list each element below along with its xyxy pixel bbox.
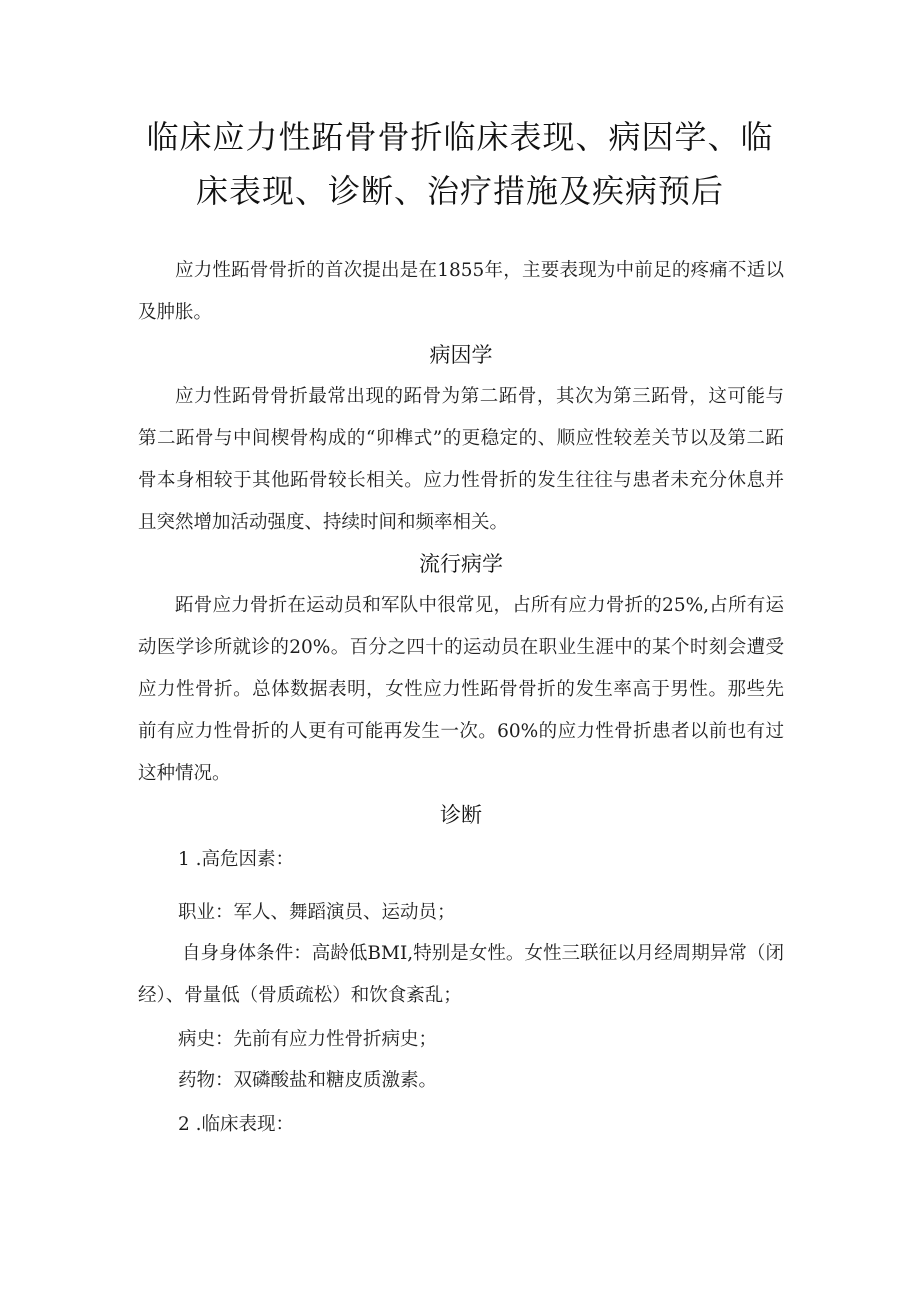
risk-occupation: 职业：军人、舞蹈演员、运动员； <box>178 902 456 923</box>
etiology-heading: 病因学 <box>429 343 493 367</box>
risk-body-condition: 自身身体条件：高龄低BMI,特别是女性。女性三联征以月经周期异常（闭经）、骨量低（骨质疏松）和饮食紊乱； <box>138 943 784 1006</box>
risk-history: 病史：先前有应力性骨折病史； <box>178 1029 438 1050</box>
epidemiology-heading: 流行病学 <box>419 552 503 576</box>
risk-factors-title: 1 .高危因素： <box>178 849 295 870</box>
risk-drugs: 药物：双磷酸盐和糖皮质激素。 <box>178 1070 438 1091</box>
diagnosis-heading: 诊断 <box>440 803 482 827</box>
intro-paragraph: 应力性跖骨骨折的首次提出是在1855年，主要表现为中前足的疼痛不适以及肿胀。 <box>138 260 784 323</box>
etiology-paragraph: 应力性跖骨骨折最常出现的跖骨为第二跖骨，其次为第三跖骨，这可能与第二跖骨与中间楔骨构成的“卯榫式”的更稳定的、顺应性较差关节以及第二跖骨本身相较于其他跖骨较长相关。应力性骨折的发生往往与患者未充分休息并且突然增加活动强度、持续时间和频率相关。 <box>138 386 784 533</box>
epidemiology-paragraph: 跖骨应力骨折在运动员和军队中很常见，占所有应力骨折的25%,占所有运动医学诊所就诊的20%。百分之四十的运动员在职业生涯中的某个时刻会遭受应力性骨折。总体数据表明，女性应力性跖骨骨折的发生率高于男性。那些先前有应力性骨折的人更有可能再发生一次。60%的应力性骨折患者以前也有过这种情况。 <box>138 595 784 784</box>
document-title: 临床应力性跖骨骨折临床表现、病因学、临床表现、诊断、治疗措施及疾病预后 <box>146 118 774 210</box>
clinical-presentation-title: 2 .临床表现： <box>178 1114 295 1135</box>
